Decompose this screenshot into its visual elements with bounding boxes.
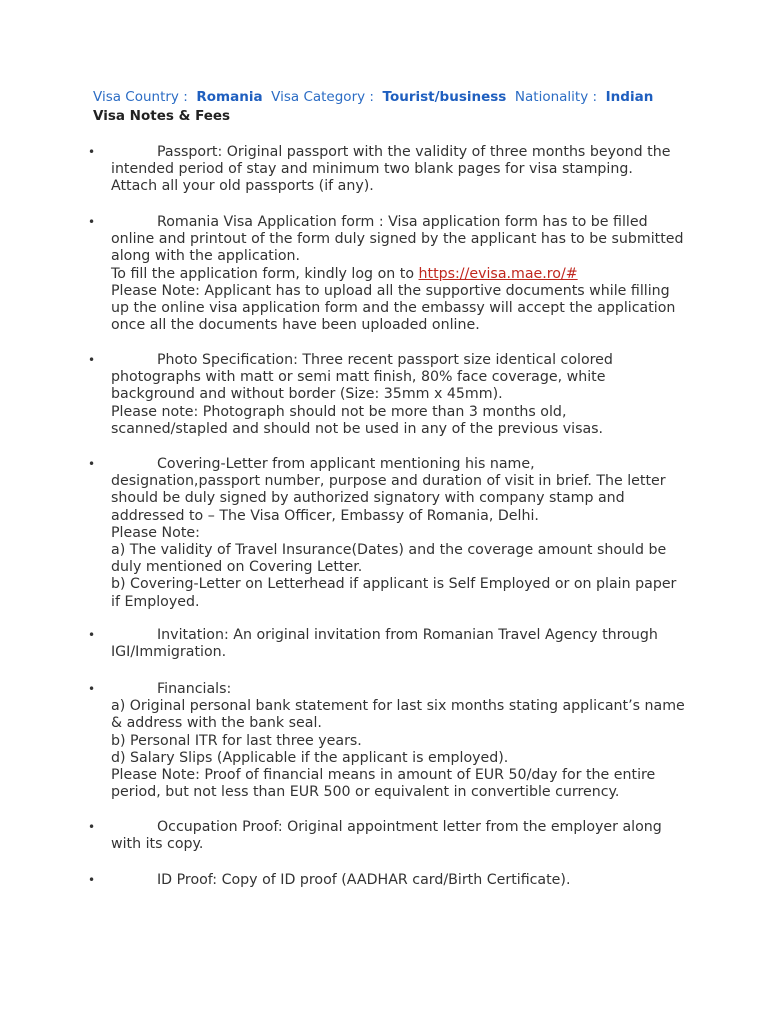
nationality-label: Nationality : — [514, 89, 598, 105]
bullet-icon: • — [88, 457, 96, 471]
item-line: a) The validity of Travel Insurance(Dates) and the coverage amount should be — [111, 542, 667, 559]
item-line-text: To fill the application form, kindly log on to — [111, 265, 419, 282]
item-line: Please Note: Proof of financial means in amount of EUR 50/day for the entire — [111, 767, 656, 784]
list-item-invitation — [88, 627, 711, 661]
item-line: Invitation: An original invitation from Romanian Travel Agency through — [157, 627, 658, 643]
item-line: once all the documents have been uploaded online. — [111, 317, 480, 334]
bullet-icon: • — [88, 682, 96, 696]
item-line: up the online visa application form and the embassy will accept the application — [111, 300, 676, 317]
visa-country-label: Visa Country : — [93, 89, 188, 105]
item-line: Covering-Letter from applicant mentioning his name, — [157, 456, 535, 472]
item-line: designation,passport number, purpose and duration of visit in brief. The letter — [111, 473, 666, 490]
list-item-application-form — [88, 214, 711, 334]
item-line: a) Original personal bank statement for last six months stating applicant’s name — [111, 698, 685, 715]
visa-category-value: Tourist/business — [382, 89, 507, 105]
bullet-icon: • — [88, 628, 96, 642]
bullet-icon: • — [88, 873, 96, 887]
nationality-value: Indian — [605, 89, 654, 105]
item-line: ID Proof: Copy of ID proof (AADHAR card/Birth Certificate). — [157, 872, 571, 888]
visa-category-label: Visa Category : — [271, 89, 374, 105]
list-item-photo-specification — [88, 352, 711, 438]
list-item-occupation-proof — [88, 819, 711, 853]
item-line: b) Covering-Letter on Letterhead if applicant is Self Employed or on plain paper — [111, 576, 677, 593]
item-line: Photo Specification: Three recent passport size identical colored — [157, 352, 613, 368]
visa-summary-line — [93, 88, 653, 106]
list-item-financials — [88, 681, 711, 801]
bullet-icon: • — [88, 215, 96, 229]
list-item-covering-letter — [88, 456, 711, 611]
bullet-icon: • — [88, 820, 96, 834]
visa-country-value: Romania — [196, 89, 263, 105]
item-line: IGI/Immigration. — [111, 644, 227, 661]
item-line: scanned/stapled and should not be used in any of the previous visas. — [111, 420, 604, 437]
bullet-icon: • — [88, 353, 96, 367]
item-line: period, but not less than EUR 500 or equivalent in convertible currency. — [111, 784, 620, 801]
item-line: online and printout of the form duly signed by the applicant has to be submitted — [111, 231, 684, 248]
item-line: Please Note: Applicant has to upload all the supportive documents while filling — [111, 282, 670, 299]
item-line: should be duly signed by authorized signatory with company stamp and — [111, 490, 625, 507]
item-line-with-link — [111, 266, 711, 283]
item-line: along with the application. — [111, 248, 300, 265]
item-line: b) Personal ITR for last three years. — [111, 732, 362, 749]
list-item-passport — [88, 144, 711, 196]
item-line: Please Note: — [111, 524, 200, 541]
bullet-icon: • — [88, 145, 96, 159]
item-line: Financials: — [157, 681, 232, 697]
item-line: Please note: Photograph should not be more than 3 months old, — [111, 403, 567, 420]
item-line: addressed to – The Visa Officer, Embassy of Romania, Delhi. — [111, 507, 539, 524]
item-line: Passport: Original passport with the validity of three months beyond the — [157, 144, 671, 160]
evisa-link[interactable]: https://evisa.mae.ro/# — [418, 265, 578, 282]
item-line: Romania Visa Application form : Visa application form has to be filled — [157, 214, 648, 230]
notes-title: Visa Notes & Fees — [93, 108, 231, 124]
item-line: intended period of stay and minimum two blank pages for visa stamping. — [111, 161, 633, 178]
item-line: d) Salary Slips (Applicable if the applicant is employed). — [111, 749, 509, 766]
item-line: with its copy. — [111, 836, 204, 853]
item-line: photographs with matt or semi matt finish, 80% face coverage, white — [111, 369, 606, 386]
item-line: if Employed. — [111, 593, 200, 610]
item-line: Attach all your old passports (if any). — [111, 178, 374, 195]
item-line: & address with the bank seal. — [111, 715, 322, 732]
item-line: Occupation Proof: Original appointment letter from the employer along — [157, 819, 662, 835]
item-line: background and without border (Size: 35mm x 45mm). — [111, 386, 503, 403]
list-item-id-proof — [88, 872, 711, 889]
item-line: duly mentioned on Covering Letter. — [111, 559, 363, 576]
